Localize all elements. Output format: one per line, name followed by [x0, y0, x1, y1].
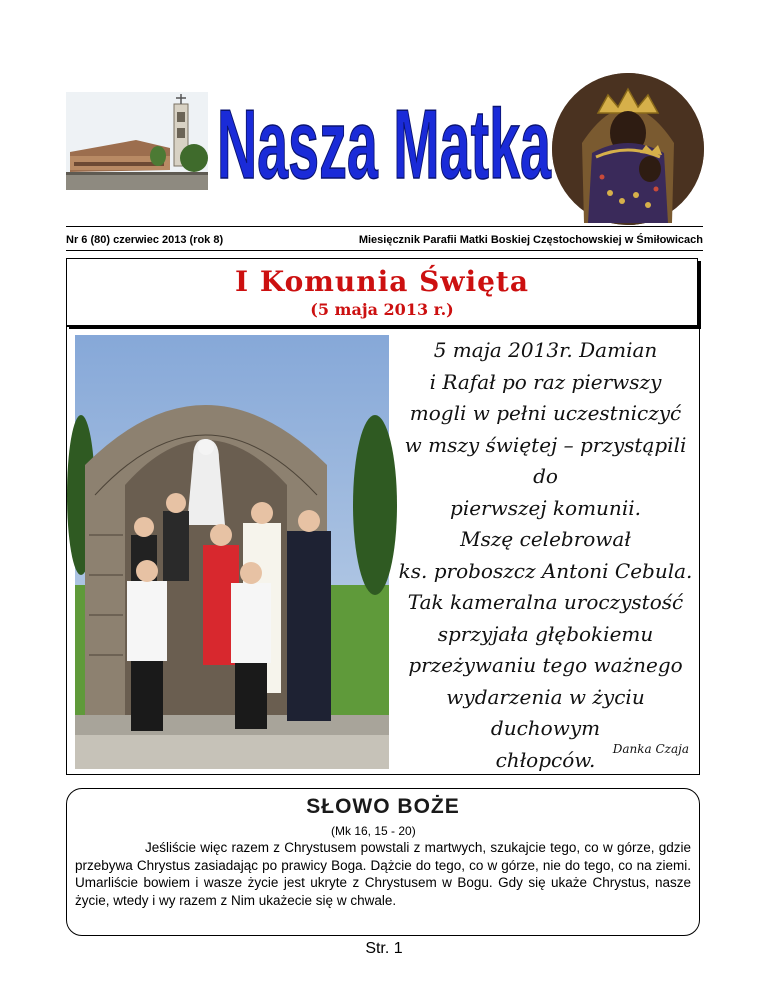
- article-line: Mszę celebrował: [460, 527, 631, 551]
- svg-text:Nasza Matka: Nasza Matka: [217, 89, 552, 199]
- article-date: (5 maja 2013 r.): [310, 300, 454, 319]
- page-number: Str. 1: [365, 940, 403, 957]
- article-author: Danka Czaja: [612, 742, 689, 756]
- article-line: Tak kameralna uroczystość: [407, 590, 684, 614]
- header-rule-bottom: [66, 250, 703, 251]
- scripture-box: [66, 788, 700, 936]
- article-text: [392, 335, 699, 776]
- masthead-logo: [214, 86, 554, 199]
- article-line: ks. proboszcz Antoni Cebula.: [398, 558, 693, 583]
- article-line: wydarzenia w życiu duchowym: [446, 684, 645, 740]
- article-line: sprzyjała głębokiemu: [437, 621, 654, 646]
- article-line: i Rafał po raz pierwszy: [429, 369, 662, 394]
- scripture-text: Jeśliście więc razem z Chrystusem powstali z martwych, szukajcie tego, co w górze, gdzie przebywa Chrystus zasiadając po prawicy Boga. Dążcie do tego, co w górze, nie do tego, co na ziemi. Umarliście bowiem i wasze życie jest ukryte z Chrystusem w Bogu. Gdy się ukaże Chrystus, nasze życie, wtedy i wy razem z Nim ukażecie się w chwale.: [75, 840, 691, 908]
- article-line: przeżywaniu tego ważnego: [408, 653, 683, 677]
- article-line: mogli w pełni uczestniczyć: [409, 401, 682, 425]
- first-communion-photo: [75, 335, 389, 769]
- black-madonna-icon-image: [552, 73, 704, 225]
- article-title: I Komunia Święta: [235, 265, 529, 298]
- scripture-title: SŁOWO BOŻE: [306, 795, 460, 818]
- issue-info: Nr 6 (80) czerwiec 2013 (rok 8): [66, 234, 224, 246]
- header-rule-top: [66, 226, 703, 227]
- newsletter-subtitle: Miesięcznik Parafii Matki Boskiej Częstochowskiej w Śmiłowicach: [358, 234, 703, 246]
- scripture-reference: (Mk 16, 15 - 20): [331, 824, 416, 838]
- article-line: chłopców.: [495, 747, 596, 772]
- church-photo: [66, 92, 208, 190]
- article-title-box: [66, 258, 698, 326]
- article-box: [66, 326, 700, 775]
- article-line: pierwszej komunii.: [450, 495, 641, 520]
- article-line: w mszy świętej – przystąpili do: [404, 432, 687, 488]
- article-line: 5 maja 2013r. Damian: [433, 338, 658, 362]
